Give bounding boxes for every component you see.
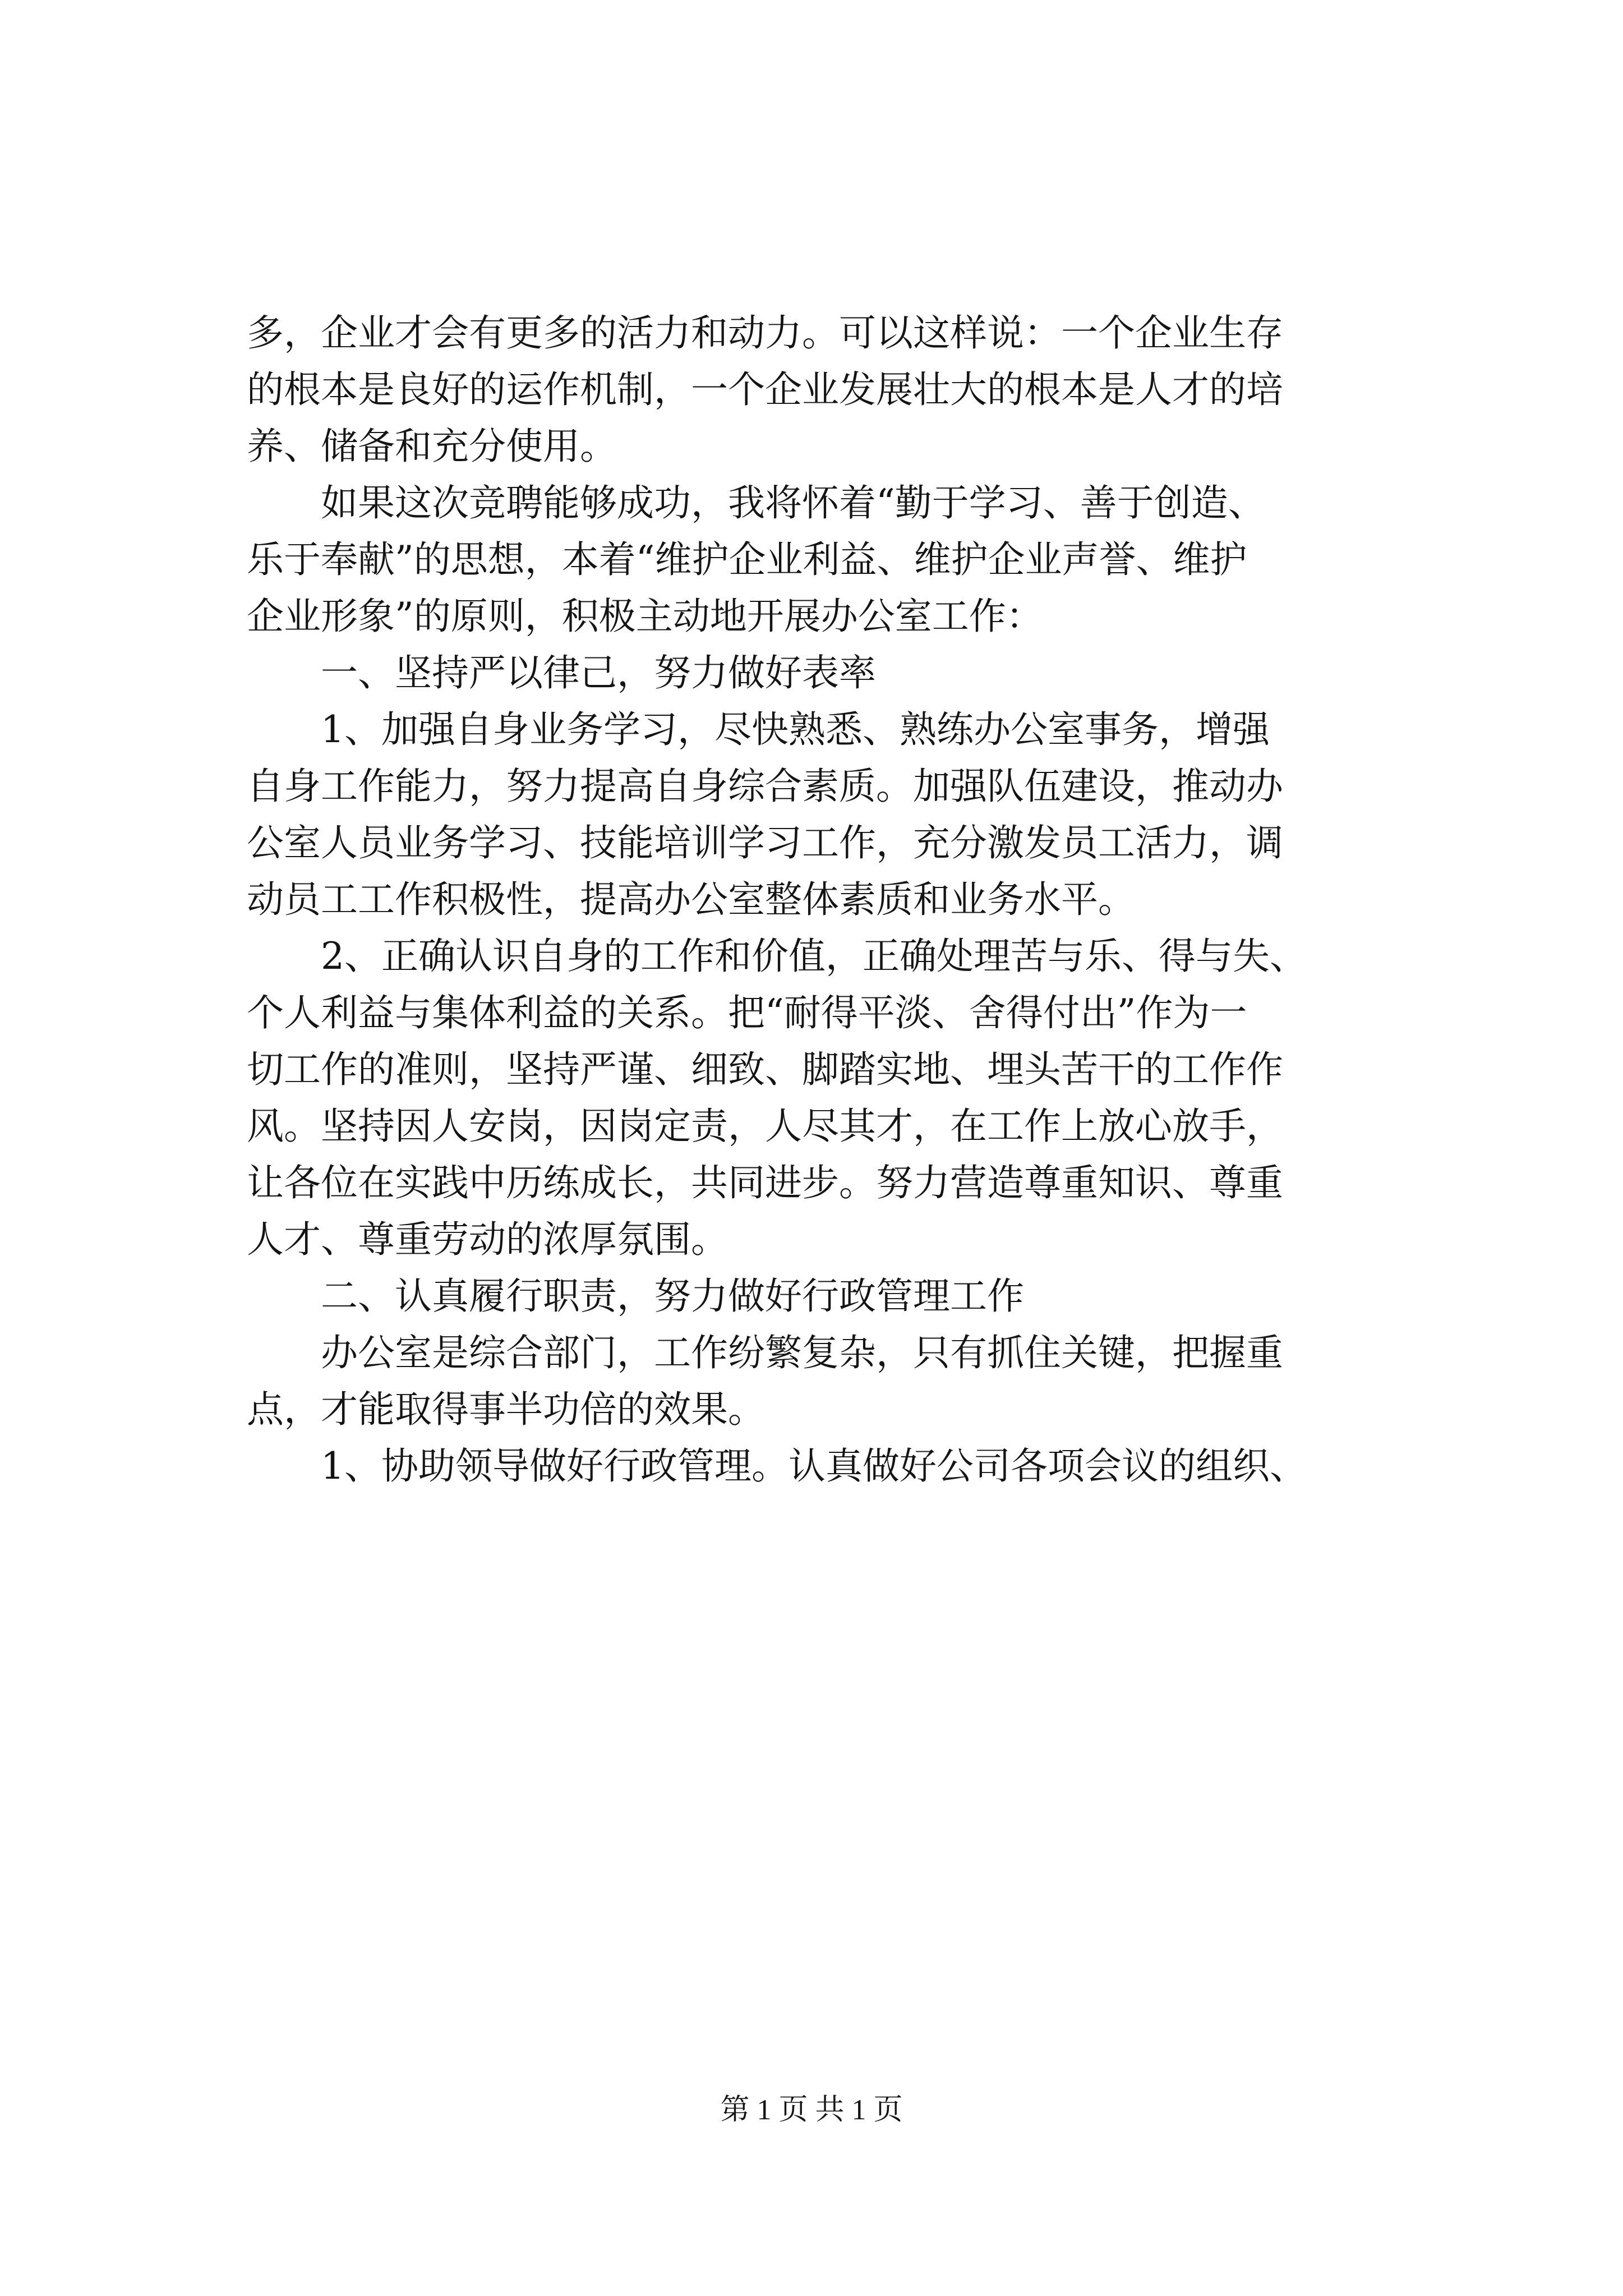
text-line: 2、正确认识自身的工作和价值，正确处理苦与乐、得与失、 <box>321 935 1307 978</box>
text-line: 乐于奉献”的思想，本着“维护企业利益、维护企业声誉、维护 <box>247 538 1247 581</box>
text-line: 多，企业才会有更多的活力和动力。可以这样说：一个企业生存 <box>247 311 1283 355</box>
paragraph <box>247 645 1385 701</box>
page-number-footer: 第 1 页 共 1 页 <box>720 2094 903 2126</box>
text-line: 企业形象”的原则，积极主动地开展办公室工作： <box>247 595 1043 638</box>
paragraph <box>247 1268 1385 1324</box>
text-line: 1、加强自身业务学习，尽快熟悉、熟练办公室事务，增强 <box>321 708 1270 751</box>
text-line: 点，才能取得事半功倍的效果。 <box>247 1388 765 1431</box>
text-line: 人才、尊重劳动的浓厚氛围。 <box>247 1218 728 1261</box>
paragraph <box>247 928 1385 1268</box>
text-line: 公室人员业务学习、技能培训学习工作，充分激发员工活力，调 <box>247 821 1283 864</box>
text-line: 动员工工作积极性，提高办公室整体素质和业务水平。 <box>247 878 1135 921</box>
text-line: 切工作的准则，坚持严谨、细致、脚踏实地、埋头苦干的工作作 <box>247 1048 1283 1091</box>
text-line: 自身工作能力，努力提高自身综合素质。加强队伍建设，推动办 <box>247 765 1283 808</box>
text-line: 办公室是综合部门，工作纷繁复杂，只有抓住关键，把握重 <box>321 1331 1283 1374</box>
text-line: 个人利益与集体利益的关系。把“耐得平淡、舍得付出”作为一 <box>247 991 1247 1034</box>
text-line: 的根本是良好的运作机制，一个企业发展壮大的根本是人才的培 <box>247 368 1283 411</box>
paragraph <box>247 1438 1385 1494</box>
text-line: 养、储备和充分使用。 <box>247 425 617 468</box>
paragraph <box>247 305 1385 475</box>
document-body <box>247 305 1385 1494</box>
paragraph <box>247 701 1385 928</box>
paragraph <box>247 475 1385 645</box>
text-line: 二、认真履行职责，努力做好行政管理工作 <box>321 1274 1024 1318</box>
text-line: 如果这次竞聘能够成功，我将怀着“勤于学习、善于创造、 <box>321 481 1265 524</box>
text-line: 一、坚持严以律己，努力做好表率 <box>321 651 876 694</box>
text-line: 让各位在实践中历练成长，共同进步。努力营造尊重知识、尊重 <box>247 1161 1283 1204</box>
text-line: 1、协助领导做好行政管理。认真做好公司各项会议的组织、 <box>321 1444 1307 1488</box>
text-line: 风。坚持因人安岗，因岗定责，人尽其才，在工作上放心放手， <box>247 1105 1283 1148</box>
paragraph <box>247 1324 1385 1438</box>
